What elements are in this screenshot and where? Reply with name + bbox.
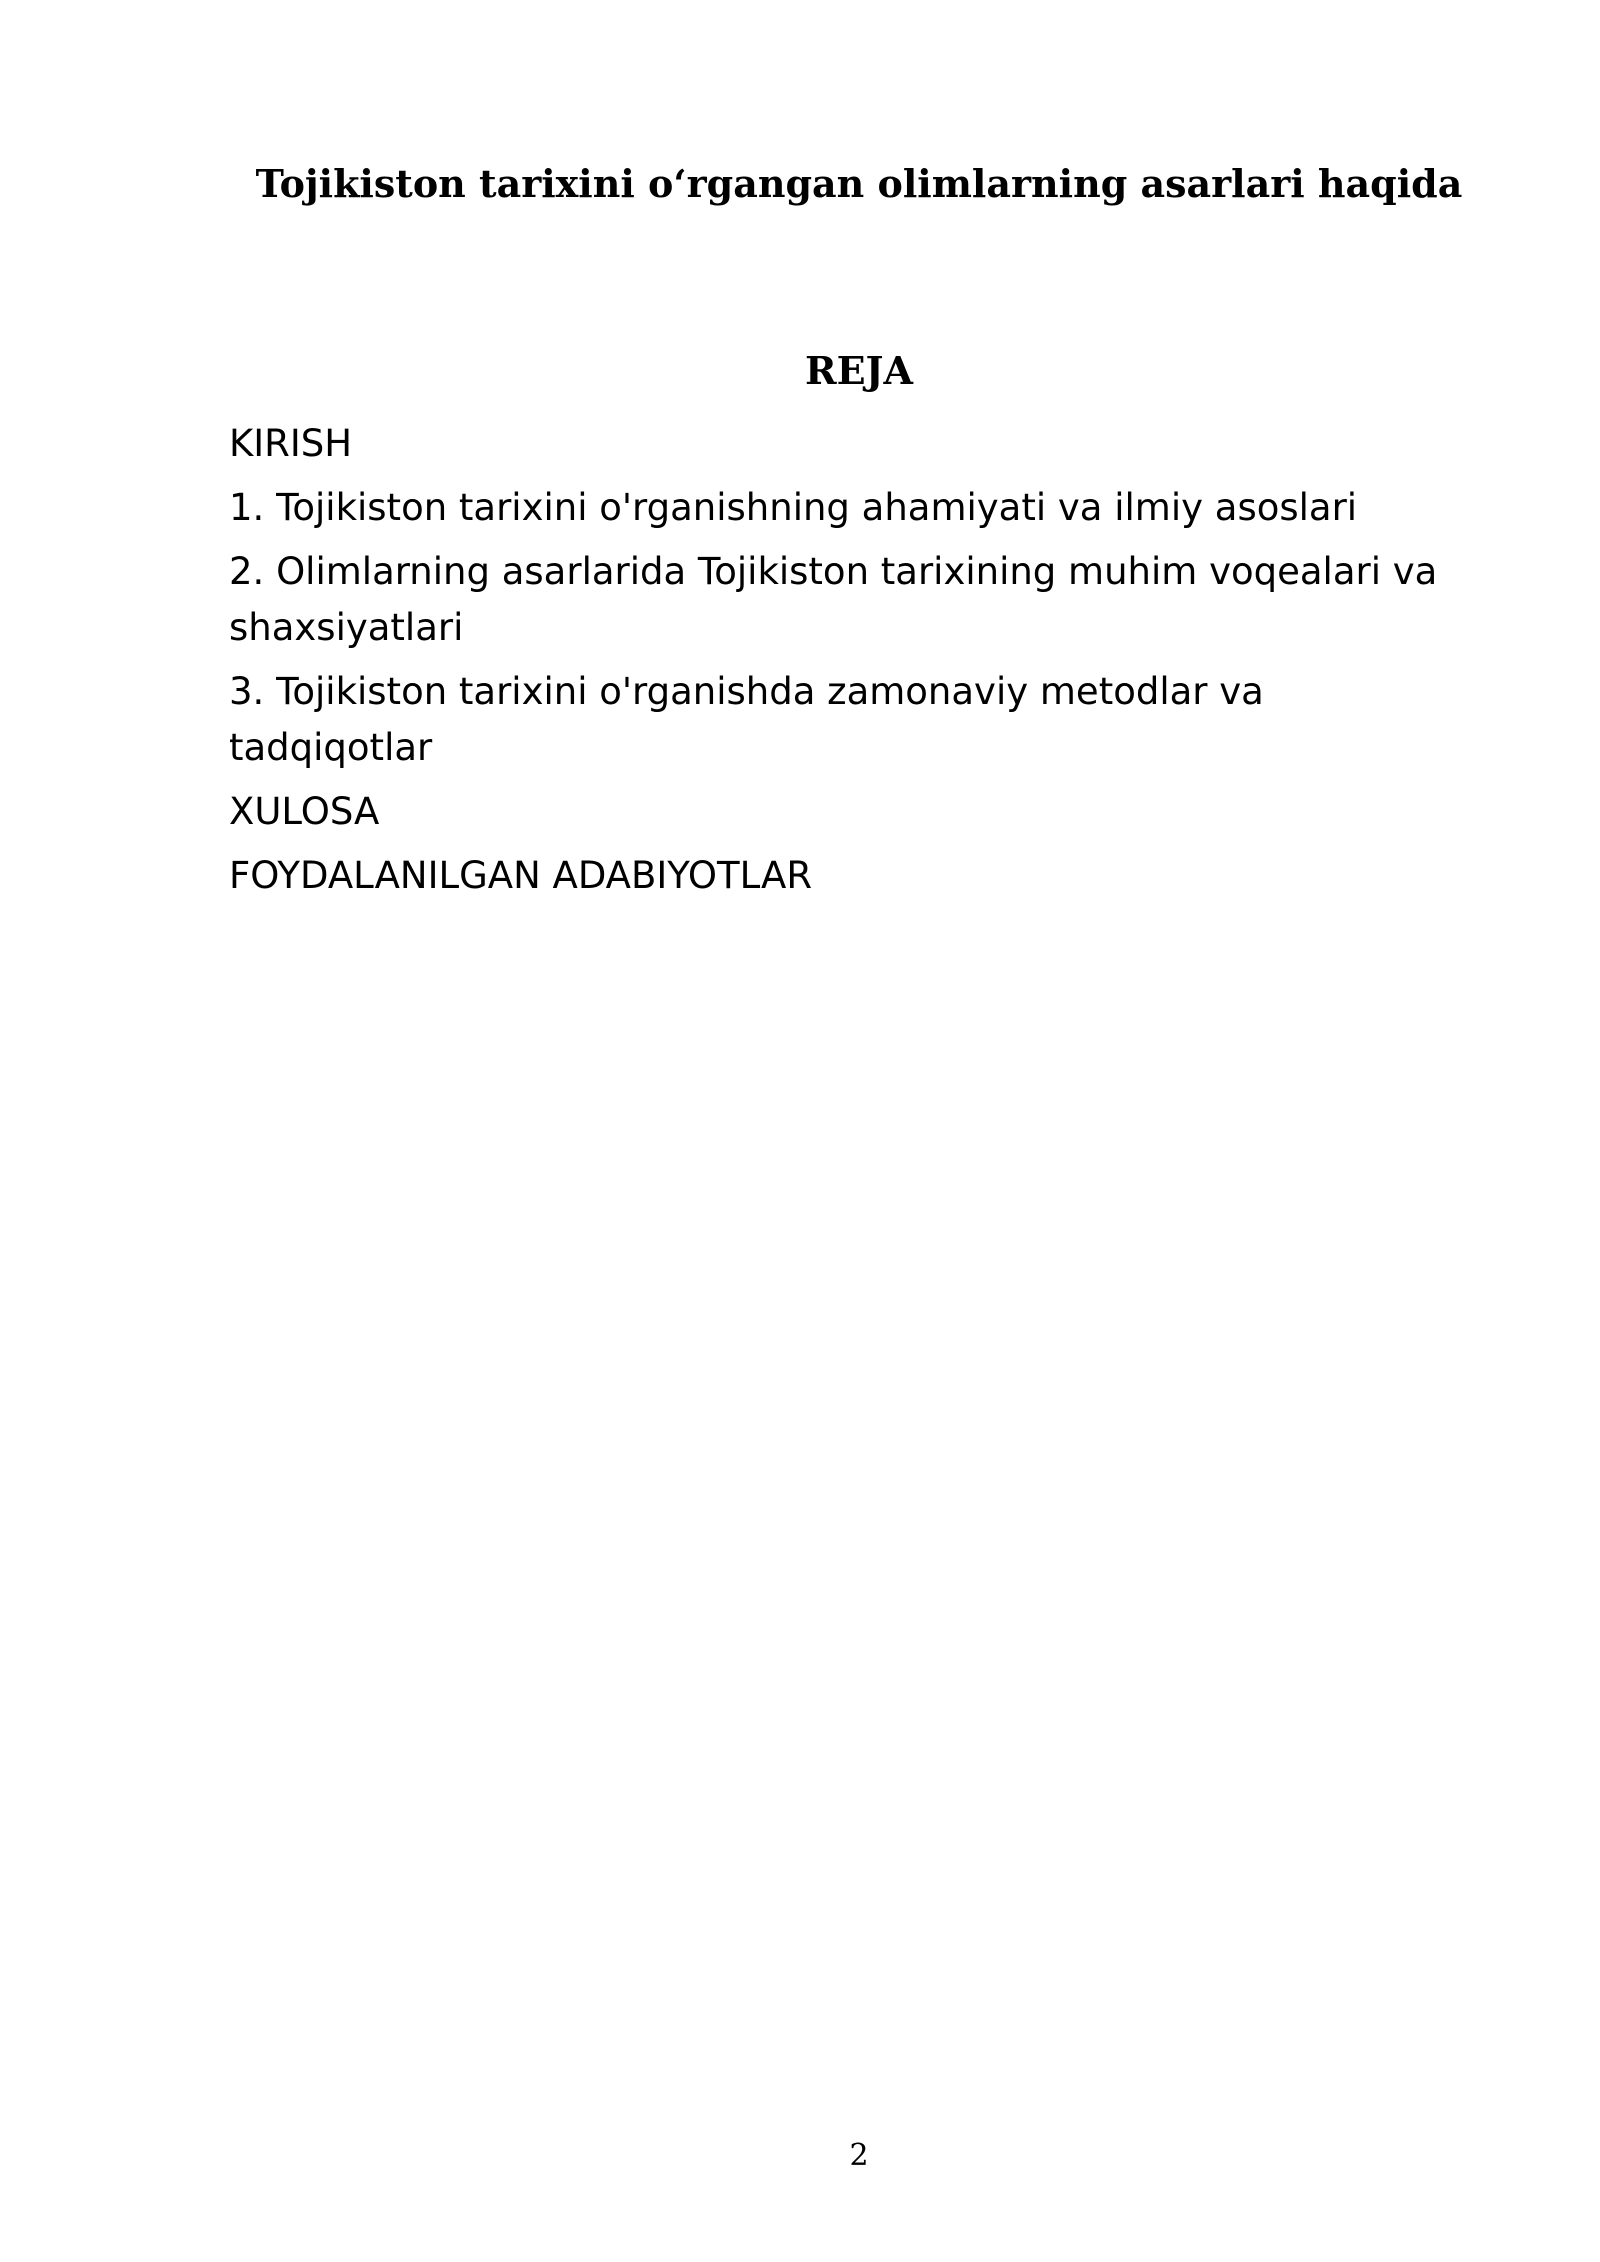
plan-item-conclusion: XULOSA [229, 790, 380, 833]
plan-item-2: 2. Olimlarning asarlarida Tojikiston tarixining muhim voqealari va shaxsiyatlari [229, 550, 1438, 649]
page-title: Tojikiston tarixini o‘rgangan olimlarning asarlari haqida [255, 161, 1463, 206]
plan-item-references: FOYDALANILGAN ADABIYOTLAR [229, 854, 813, 897]
plan-list [229, 416, 1474, 912]
plan-item-3: 3. Tojikiston tarixini o'rganishda zamonaviy metodlar va tadqiqotlar [229, 670, 1264, 769]
plan-heading: REJA [804, 348, 913, 393]
page-number: 2 [849, 2138, 869, 2173]
plan-item-1: 1. Tojikiston tarixini o'rganishning ahamiyati va ilmiy asoslari [229, 486, 1358, 529]
plan-item-introduction: KIRISH [229, 422, 353, 465]
